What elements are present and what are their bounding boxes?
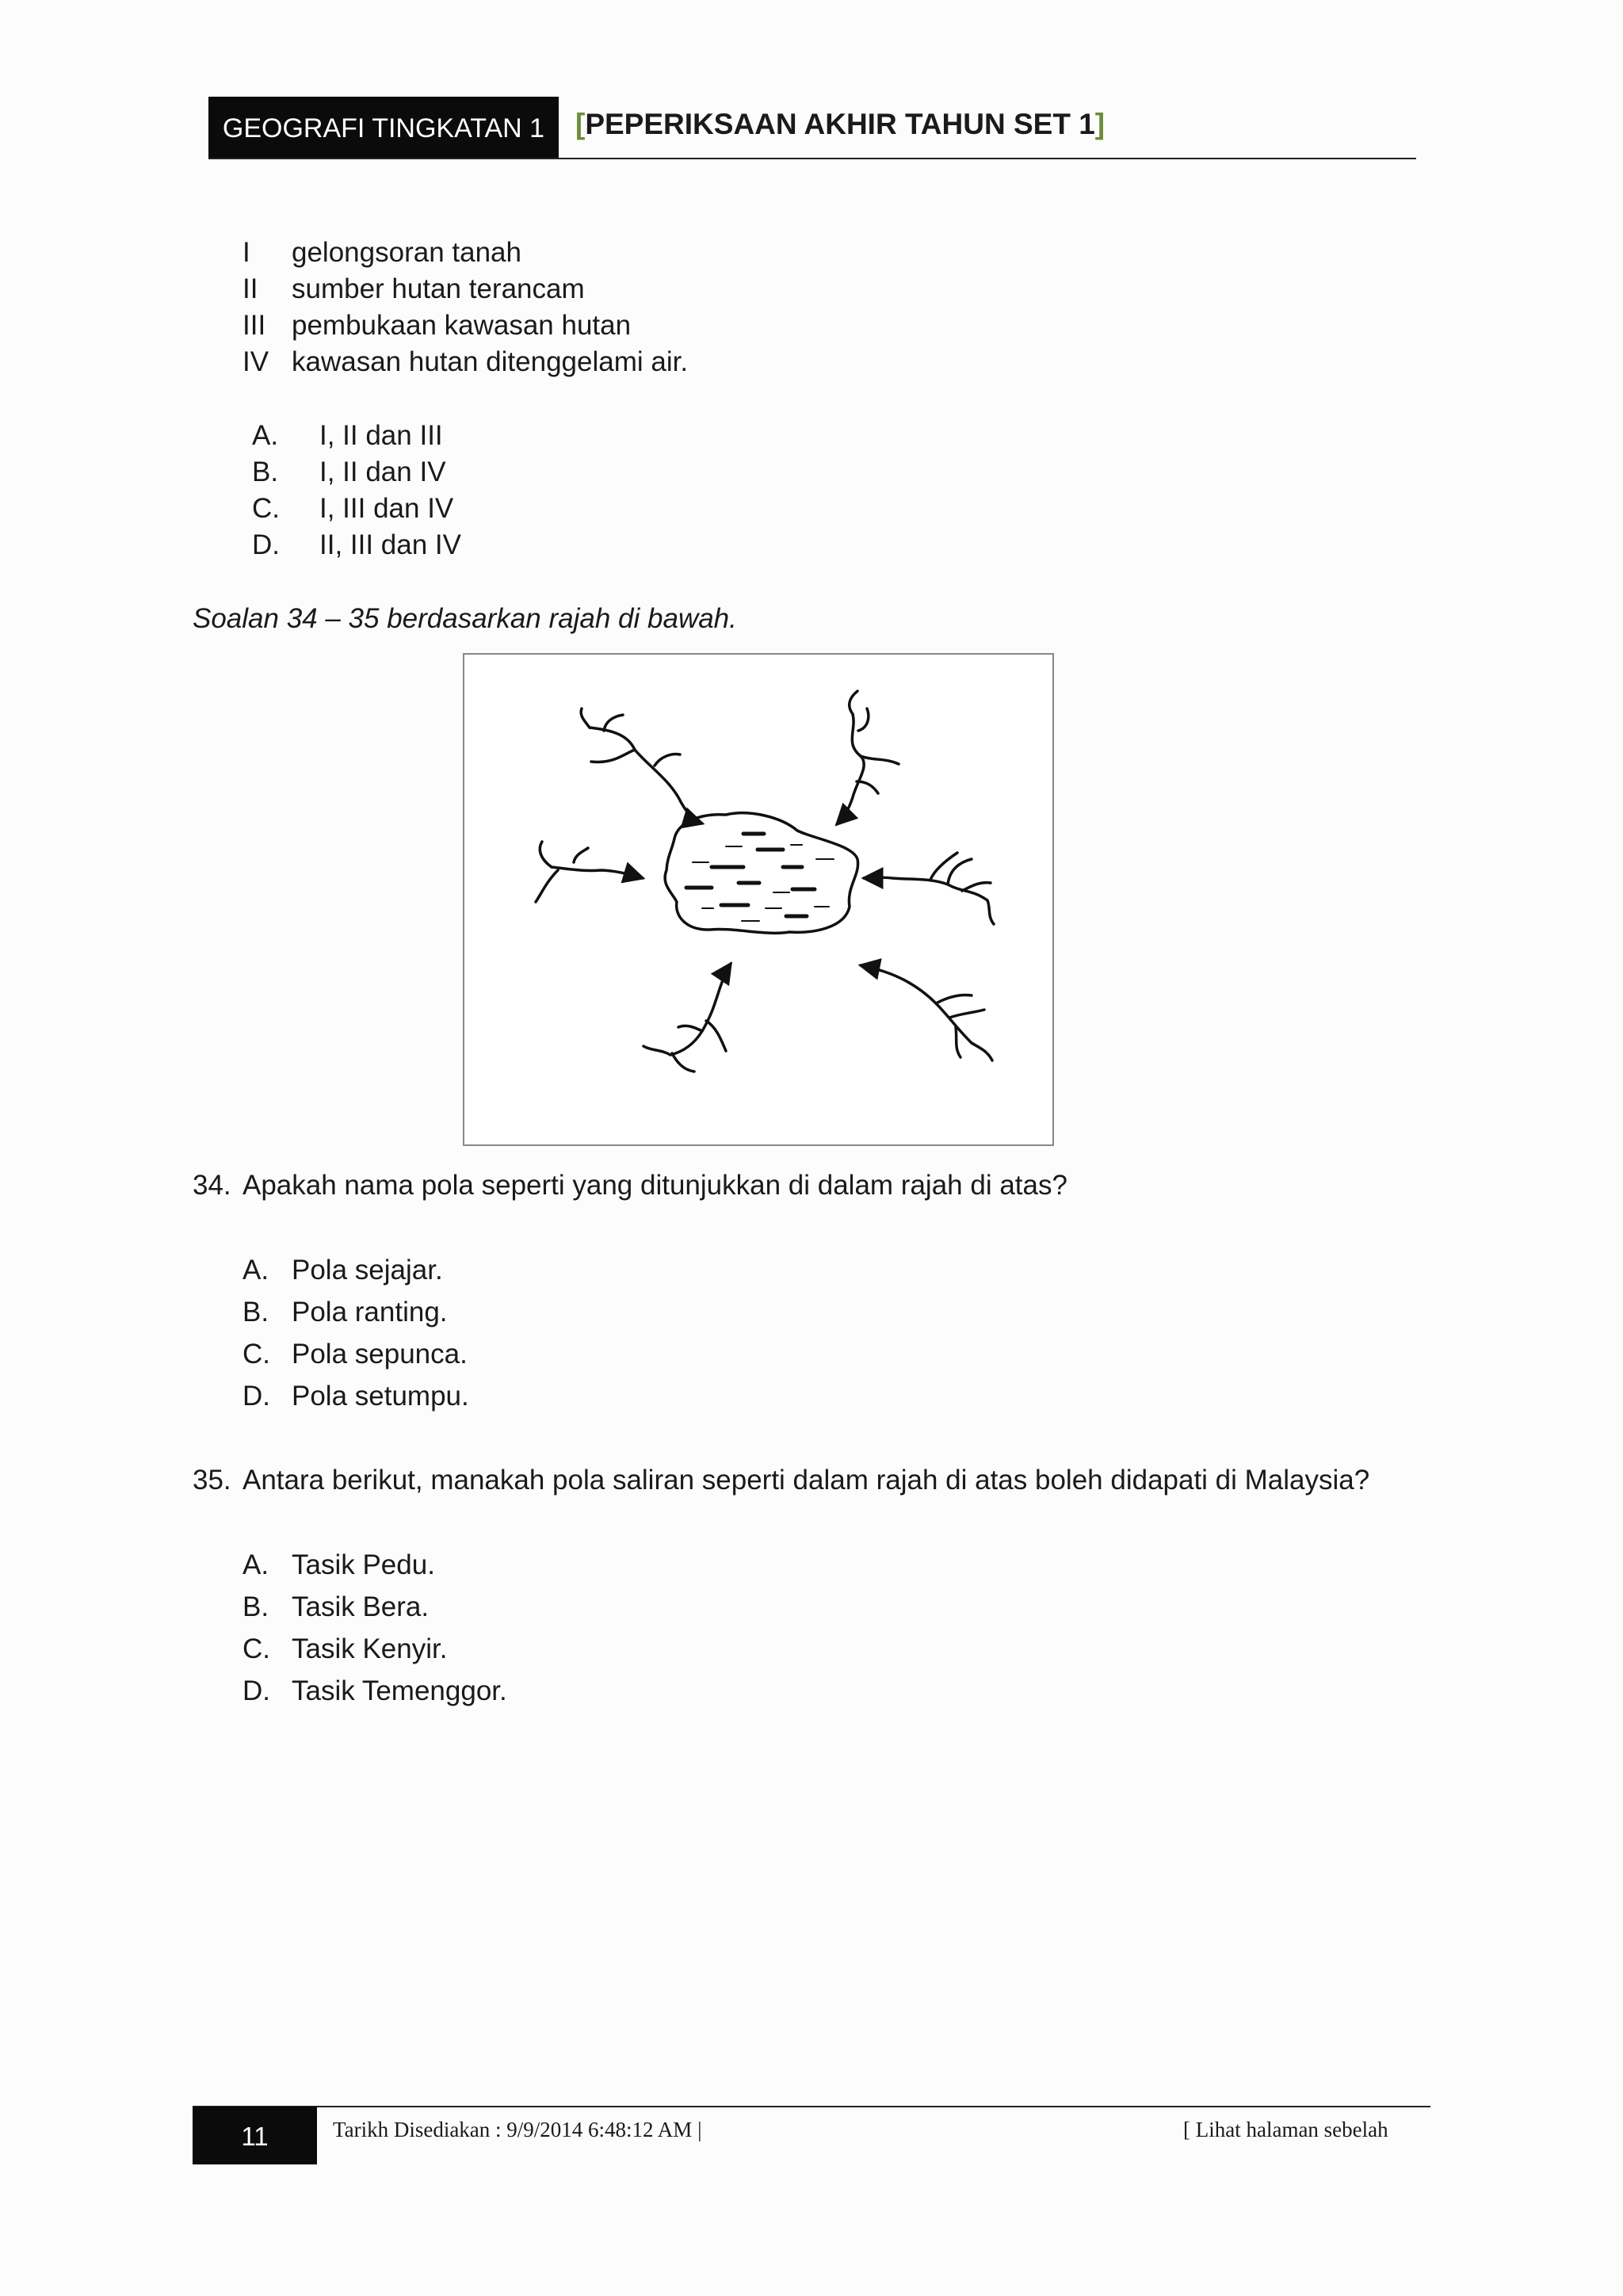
statement-text: pembukaan kawasan hutan (292, 310, 632, 341)
option-letter: B. (242, 1591, 269, 1622)
statement-num: I (242, 237, 250, 268)
option-text: I, III dan IV (319, 493, 454, 524)
statement-num: II (242, 273, 258, 304)
option-text: Tasik Bera. (292, 1591, 430, 1622)
statement-num: IV (242, 346, 269, 377)
header-subject-box (208, 97, 559, 159)
option-letter: C. (252, 493, 280, 524)
header-exam-title-text: PEPERIKSAAN AKHIR TAHUN SET 1 (585, 108, 1095, 140)
option-text: Pola ranting. (292, 1297, 448, 1328)
option-text: Pola setumpu. (292, 1381, 469, 1412)
option-text: Pola sejajar. (292, 1255, 443, 1286)
option-letter: D. (252, 529, 280, 560)
instruction: Soalan 34 – 35 berdasarkan rajah di bawah. (193, 603, 737, 634)
option-letter: B. (252, 457, 279, 487)
footer-next-page: [ Lihat halaman sebelah (1183, 2118, 1388, 2141)
footer-rule (193, 2106, 1430, 2107)
lake-outline (665, 813, 857, 934)
footer-date: Tarikh Disediakan : 9/9/2014 6:48:12 AM | (333, 2118, 702, 2141)
statement-text: kawasan hutan ditenggelami air. (292, 346, 689, 377)
question-number: 34. (193, 1170, 231, 1201)
question-text: Antara berikut, manakah pola saliran seperti dalam rajah di atas boleh didapati di Malaysia? (242, 1465, 1370, 1496)
centripetal-drainage-figure (464, 655, 1052, 1144)
option-letter: B. (242, 1297, 269, 1328)
option-letter: D. (242, 1381, 270, 1412)
header-bracket-open: [ (575, 108, 586, 140)
statement-num: III (242, 310, 266, 341)
header-exam-title (575, 108, 1105, 141)
option-text: Tasik Kenyir. (292, 1633, 448, 1664)
option-text: II, III dan IV (319, 529, 461, 560)
option-letter: A. (242, 1255, 269, 1286)
option-text: Tasik Temenggor. (292, 1675, 507, 1706)
river-w (552, 867, 643, 878)
footer-page-box (193, 2107, 317, 2164)
option-text: I, II dan III (319, 420, 443, 451)
option-text: I, II dan IV (319, 457, 446, 487)
page-number: 11 (241, 2122, 269, 2151)
option-letter: D. (242, 1675, 270, 1706)
water-marks (686, 834, 834, 921)
header-rule (208, 158, 1416, 159)
option-letter: C. (242, 1339, 270, 1370)
question-text: Apakah nama pola seperti yang ditunjukkan di dalam rajah di atas? (242, 1170, 1067, 1201)
statement-text: gelongsoran tanah (292, 237, 521, 268)
statement-text: sumber hutan terancam (292, 273, 585, 304)
header-bracket-close: ] (1094, 108, 1106, 140)
river-nw (590, 728, 702, 823)
option-text: Pola sepunca. (292, 1339, 468, 1370)
option-letter: A. (252, 420, 279, 451)
question-number: 35. (193, 1465, 231, 1496)
option-text: Tasik Pedu. (292, 1549, 435, 1580)
option-letter: A. (242, 1549, 269, 1580)
header-subject: GEOGRAFI TINGKATAN 1 (222, 113, 545, 143)
drainage-diagram (463, 653, 1054, 1146)
option-letter: C. (242, 1633, 270, 1664)
